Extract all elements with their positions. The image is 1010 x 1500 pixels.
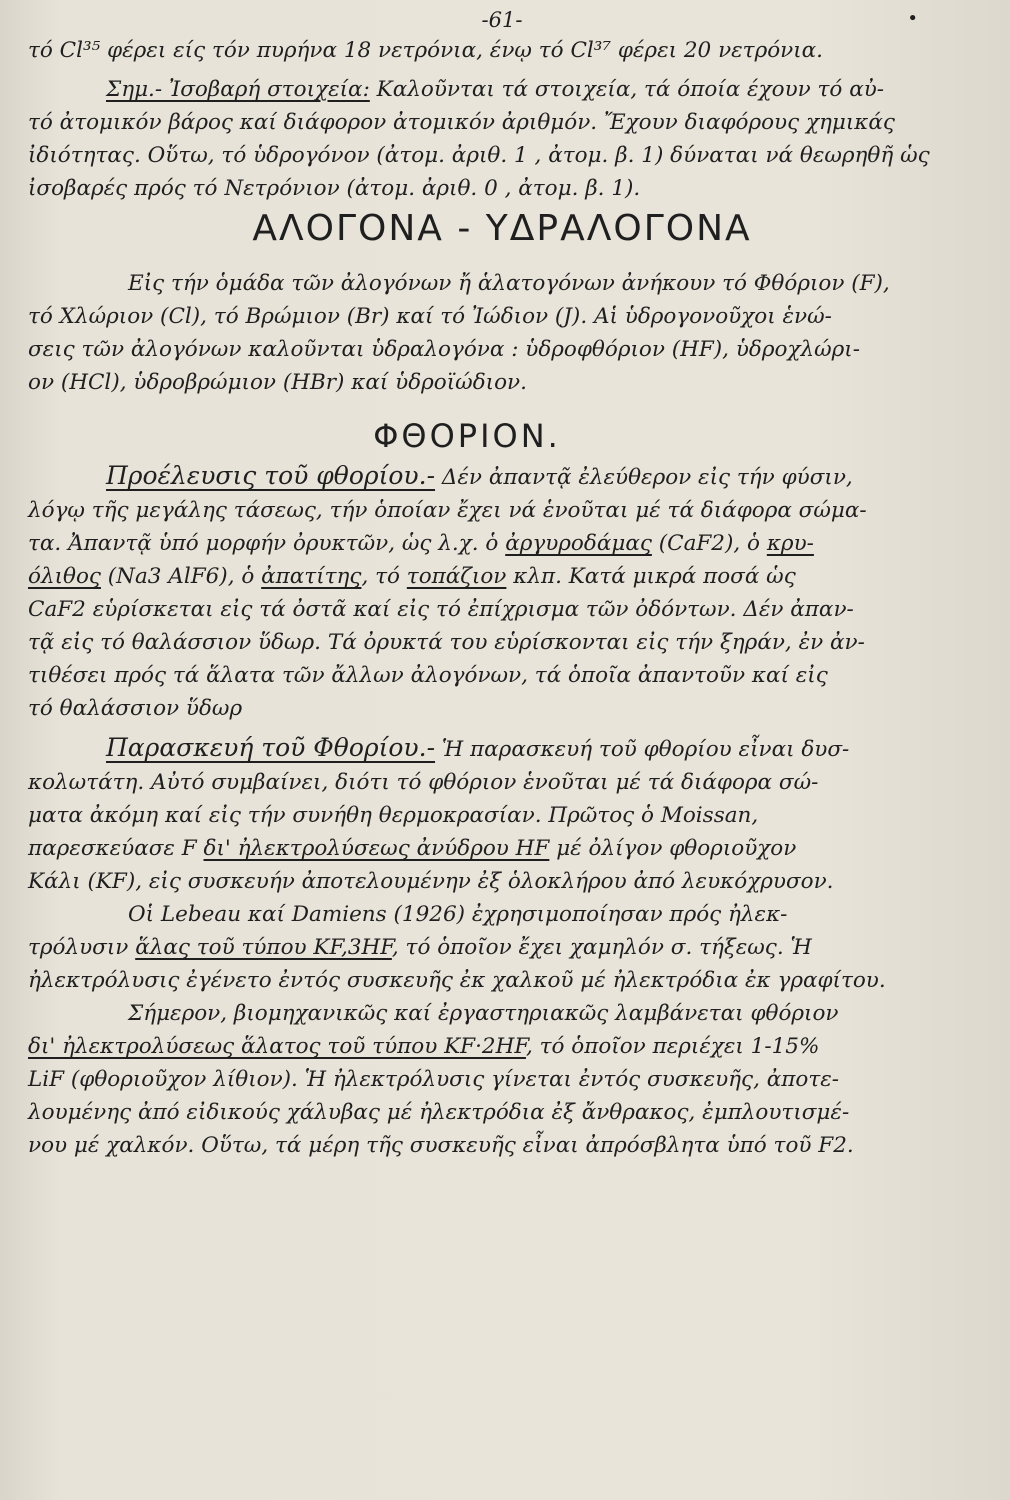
prep-line-3: ματα ἀκόμη καί εἰς τήν συνήθη θερμοκρασίαν. Πρῶτος ὁ Moissan, bbox=[28, 803, 759, 828]
mineral-name: τοπάζιον bbox=[406, 564, 507, 589]
origin-title: Προέλευσις τοῦ φθορίου.- bbox=[106, 461, 436, 490]
origin-line-4 bbox=[28, 560, 976, 593]
prep-line-10 bbox=[28, 1030, 976, 1063]
prep-line-5: Κάλι (KF), εἰς συσκευήν ἀποτελουμένην ἐξ ὁλοκλήρου ἀπό λευκόχρυσον. bbox=[28, 869, 834, 894]
origin-line-5: CaF2 εὑρίσκεται εἰς τά ὀστᾶ καί εἰς τό ἐπίχρισμα τῶν ὀδόντων. Δέν ἀπαν- bbox=[28, 597, 854, 622]
intro-line: τό Cl³⁵ φέρει είς τόν πυρήνα 18 νετρόνια, ένῳ τό Cl³⁷ φέρει 20 νετρόνια. bbox=[28, 38, 824, 63]
origin-line-6: τᾷ εἰς τό θαλάσσιον ὕδωρ. Τά ὀρυκτά του εὑρίσκονται εἰς τήν ξηράν, ἐν ἀν- bbox=[28, 630, 865, 655]
halogens-line-1: Εἰς τήν ὁμάδα τῶν ἀλογόνων ἤ ἁλατογόνων ἀνήκουν τό Φθόριον (F), bbox=[128, 271, 890, 296]
origin-line-2: λόγῳ τῆς μεγάλης τάσεως, τήν ὁποίαν ἔχει νά ἑνοῦται μέ τά διάφορα σώμα- bbox=[28, 498, 867, 523]
origin-text: (Na3 AlF6), ὁ bbox=[100, 564, 262, 589]
prep-text: , τό ὁποῖον περιέχει 1-15% bbox=[525, 1034, 820, 1059]
origin-text: τα. Ἀπαντᾷ ὑπό μορφήν ὀρυκτῶν, ὡς λ.χ. ὁ bbox=[28, 531, 506, 556]
mineral-name: κρυ- bbox=[766, 531, 814, 556]
halogens-line-4: ον (HCl), ὑδροβρώμιον (HBr) καί ὑδροϊώδιον. bbox=[28, 370, 527, 395]
page-number: -61- bbox=[481, 8, 523, 32]
prep-line-4 bbox=[28, 832, 976, 865]
heading-halogens: ΑΛΟΓΟΝΑ - ΥΔΡΑΛΟΓΟΝΑ bbox=[252, 208, 752, 249]
prep-text: , τό ὁποῖον ἔχει χαμηλόν σ. τήξεως. Ἡ bbox=[391, 935, 812, 960]
prep-method: δι' ἠλεκτρολύσεως ἀνύδρου HF bbox=[203, 836, 550, 861]
prep-line-7 bbox=[28, 931, 976, 964]
note-line-4: ἰσοβαρές πρός τό Νετρόνιον (ἀτομ. ἀριθ. 0 , ἀτομ. β. 1). bbox=[28, 176, 641, 201]
prep-text: τρόλυσιν bbox=[28, 935, 136, 960]
origin-line-8: τό θαλάσσιον ὕδωρ bbox=[28, 696, 243, 721]
prep-line-8: ἠλεκτρόλυσις ἐγένετο ἐντός συσκευῆς ἐκ χαλκοῦ μέ ἠλεκτρόδια ἐκ γραφίτου. bbox=[28, 968, 886, 993]
prep-line-6: Οἱ Lebeau καί Damiens (1926) ἐχρησιμοποίησαν πρός ἠλεκ- bbox=[128, 902, 788, 927]
note-line-3: ἰδιότητας. Οὕτω, τό ὑδρογόνον (ἀτομ. ἀριθ. 1 , ἀτομ. β. 1) δύναται νά θεωρηθῆ ὡς bbox=[28, 143, 930, 168]
prep-method: ἅλας τοῦ τύπου KF,3HF bbox=[135, 935, 392, 960]
prep-line-12: λουμένης ἀπό εἰδικούς χάλυβας μέ ἠλεκτρόδια ἐξ ἄνθρακος, ἐμπλουτισμέ- bbox=[28, 1100, 850, 1125]
prep-line-13: νου μέ χαλκόν. Οὕτω, τά μέρη τῆς συσκευῆς εἶναι ἀπρόσβλητα ὑπό τοῦ F2. bbox=[28, 1133, 854, 1158]
origin-text: (CaF2), ὁ bbox=[651, 531, 767, 556]
origin-line-7: τιθέσει πρός τά ἅλατα τῶν ἄλλων ἀλογόνων, τά ὁποῖα ἀπαντοῦν καί εἰς bbox=[28, 663, 828, 688]
origin-text: κλπ. Κατά μικρά ποσά ὡς bbox=[506, 564, 796, 589]
mineral-name: όλιθος bbox=[28, 564, 101, 589]
prep-line-2: κολωτάτη. Αὐτό συμβαίνει, διότι τό φθόριον ἑνοῦται μέ τά διάφορα σώ- bbox=[28, 770, 819, 795]
note-line-1-text: Καλοῦνται τά στοιχεία, τά όποία έχουν τό αὐ- bbox=[369, 77, 885, 102]
page-mark: • bbox=[907, 8, 918, 29]
prep-line-11: LiF (φθοριοῦχον λίθιον). Ἡ ἠλεκτρόλυσις γίνεται ἐντός συσκευῆς, ἀποτε- bbox=[28, 1067, 840, 1092]
prep-line-1-text: Ἡ παρασκευή τοῦ φθορίου εἶναι δυσ- bbox=[435, 737, 850, 762]
prep-text: μέ ὀλίγον φθοριοῦχον bbox=[549, 836, 797, 861]
prep-title: Παρασκευή τοῦ Φθορίου.- bbox=[106, 733, 436, 762]
mineral-name: ἀργυροδάμας bbox=[505, 531, 652, 556]
halogens-line-3: σεις τῶν ἀλογόνων καλοῦνται ὑδραλογόνα : ὑδροφθόριον (HF), ὑδροχλώρι- bbox=[28, 337, 860, 362]
note-line-1 bbox=[28, 73, 976, 106]
origin-line-1-text: Δέν ἀπαντᾷ ἐλεύθερον εἰς τήν φύσιν, bbox=[435, 465, 853, 490]
mineral-name: ἀπατίτης bbox=[261, 564, 362, 589]
origin-line-1 bbox=[28, 459, 976, 494]
origin-line-3 bbox=[28, 527, 976, 560]
note-line-2: τό ἀτομικόν βάρος καί διάφορον ἀτομικόν ἀριθμόν. Ἔχουν διαφόρους χημικάς bbox=[28, 110, 895, 135]
halogens-line-2: τό Χλώριον (Cl), τό Βρώμιον (Br) καί τό Ἰώδιον (J). Αἱ ὑδρογονοῦχοι ἑνώ- bbox=[28, 304, 832, 329]
heading-fluorine: ΦΘΟΡΙΟΝ. bbox=[373, 417, 561, 455]
prep-method: δι' ἠλεκτρολύσεως ἅλατος τοῦ τύπου KF·2HF bbox=[28, 1034, 526, 1059]
prep-line-1 bbox=[28, 731, 976, 766]
origin-text: , τό bbox=[361, 564, 407, 589]
prep-line-9: Σήμερον, βιομηχανικῶς καί ἐργαστηριακῶς λαμβάνεται φθόριον bbox=[128, 1001, 839, 1026]
prep-text: παρεσκεύασε F bbox=[28, 836, 204, 861]
note-title: Σημ.- Ἰσοβαρή στοιχεία: bbox=[106, 77, 370, 102]
